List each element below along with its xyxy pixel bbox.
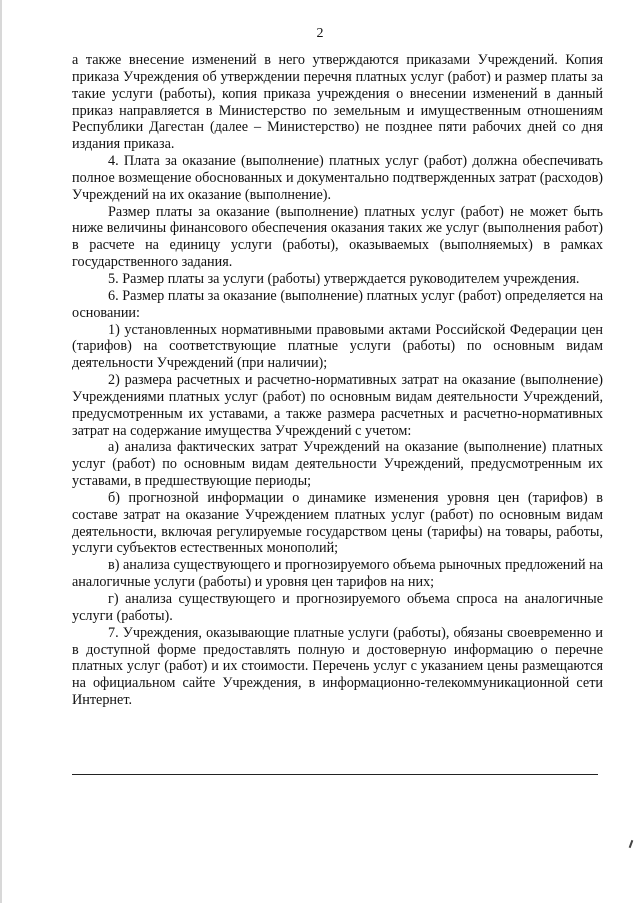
paragraph-item-6-2-a: а) анализа фактических затрат Учреждений на оказание (выполнение) платных услуг (работ) по основным видам деятельности Учреждений, предусмотренным их уставами, в предшествующие периоды; (72, 439, 603, 490)
document-body (72, 52, 603, 709)
paragraph-item-6-2: 2) размера расчетных и расчетно-нормативных затрат на оказание (выполнение) Учреждениями платных услуг (работ) по основным видам деятельности Учреждений, предусмотренным их уставами, а также размера расчетных и расчетно-нормативных затрат на содержание имущества Учреждений с учетом: (72, 372, 603, 439)
paragraph-item-4: 4. Плата за оказание (выполнение) платных услуг (работ) должна обеспечивать полное возмещение обоснованных и документально подтвержденных затрат (расходов) Учреждений на их оказание (выполнение). (72, 153, 603, 203)
scan-artifact-mark (629, 840, 634, 848)
paragraph-item-6-2-b: б) прогнозной информации о динамике изменения уровня цен (тарифов) в составе затрат на оказание Учреждением платных услуг (работ) по основным видам деятельности, включая регулируемые государством цены (тарифы) на товары, работы, услуги субъектов естественных монополий; (72, 489, 603, 557)
page-number: 2 (316, 26, 324, 41)
paragraph-item-5: 5. Размер платы за услуги (работы) утверждается руководителем учреждения. (108, 270, 580, 287)
paragraph-item-7: 7. Учреждения, оказывающие платные услуги (работы), обязаны своевременно и в доступной форме предоставлять полную и достоверную информацию о перечне платных услуг (работ) и их стоимости. Перечень услуг с указанием цены размещаются на официальном сайте Учреждения, в информационно-телекоммуникационной сети Интернет. (72, 624, 603, 709)
paragraph-continuation: а также внесение изменений в него утверждаются приказами Учреждений. Копия приказа Учреждения об утверждении перечня платных услуг (работ) и размер платы за такие услуги (работы), копия приказа учреждения о внесении изменений в данный приказ направляется в Министерство по земельным и имущественным отношениям Республики Дагестан (далее – Министерство) не позднее пяти рабочих дней со дня издания приказа. (72, 52, 603, 153)
paragraph-item-6: 6. Размер платы за оказание (выполнение) платных услуг (работ) определяется на основании: (72, 287, 603, 321)
paragraph-item-6-2-g: г) анализа существующего и прогнозируемого объема спроса на аналогичные услуги (работы). (72, 591, 603, 624)
paragraph-item-6-1: 1) установленных нормативными правовыми актами Российской Федерации цен (тарифов) на соответствующие платные услуги (работы) по основным видам деятельности Учреждений (при наличии); (72, 321, 603, 372)
paragraph-item-6-2-v: в) анализа существующего и прогнозируемого объема рыночных предложений на аналогичные услуги (работы) и уровня цен тарифов на них; (72, 557, 603, 591)
scan-left-edge (0, 0, 2, 903)
closing-rule (72, 774, 598, 775)
paragraph-minimum-fee: Размер платы за оказание (выполнение) платных услуг (работ) не может быть ниже величины финансового обеспечения оказания таких же услуг (выполнения работ) в расчете на единицу услуги (работы), оказываемых (выполняемых) в рамках государственного задания. (72, 203, 603, 271)
